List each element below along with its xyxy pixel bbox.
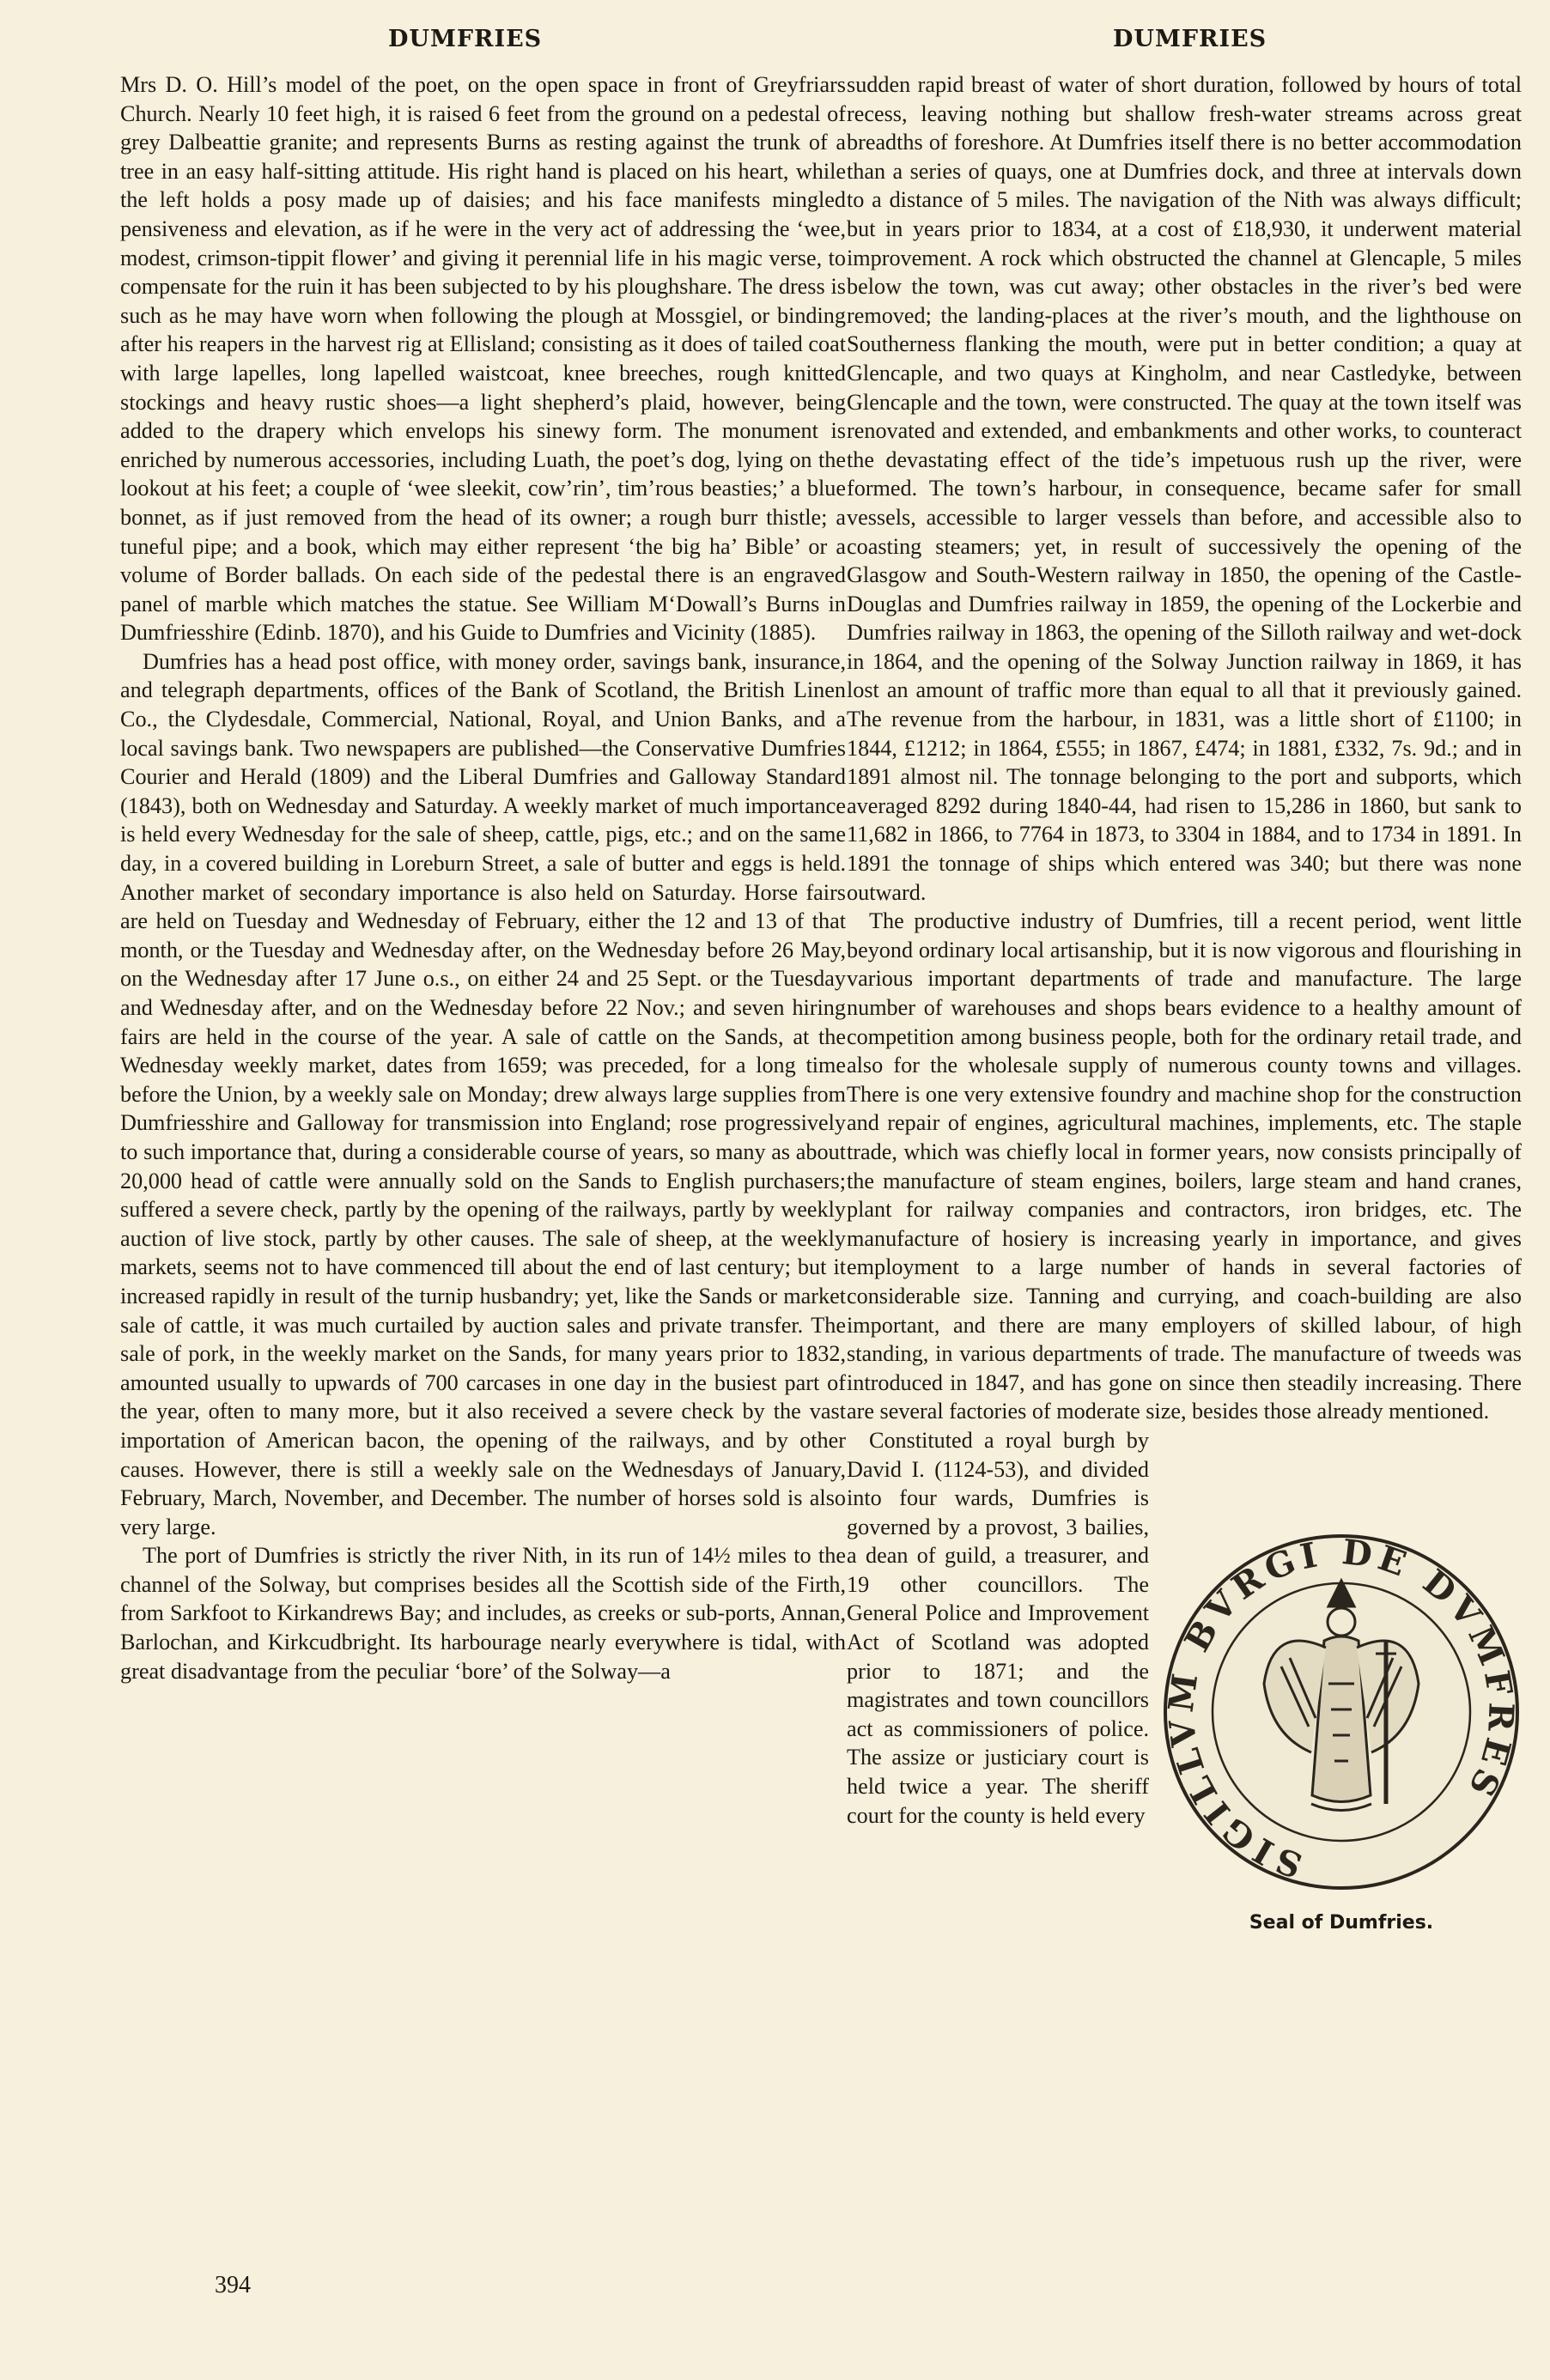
left-column <box>120 70 846 1685</box>
running-head-right: DUMFRIES <box>1113 26 1267 52</box>
paragraph-harbour: sudden rapid breast of water of short duration, followed by hours of total recess, leaving nothing but shallow fresh-water streams across great breadths of foreshore. At Dumfries itself there is no better accommodation than a series of quays, one at Dumfries dock, and three at intervals down to a distance of 5 miles. The navigation of the Nith was always difficult; but in years prior to 1834, at a cost of £18,930, it underwent material improvement. A rock which obstructed the channel at Glencaple, 5 miles below the town, was cut away; other obstacles in the river’s bed were removed; the landing-places at the river’s mouth, and the lighthouse on Southerness flanking the mouth, were put in better condition; a quay at Glencaple, and two quays at Kingholm, and near Castledyke, between Glencaple and the town, were constructed. The quay at the town itself was renovated and extended, and embankments and other works, to counteract the devastating effect of the tide’s impetuous rush up the river, were formed. The town’s harbour, in consequence, became safer for small vessels, accessible to larger vessels than before, and accessible also to coasting steamers; yet, in result of successively the opening of the Glasgow and South-Western railway in 1850, the opening of the Castle-Douglas and Dumfries railway in 1859, the opening of the Lockerbie and Dumfries railway in 1863, the opening of the Silloth railway and wet-dock in 1864, and the opening of the Solway Junction railway in 1869, it has lost an amount of traffic more than equal to all that it previously gained. The revenue from the harbour, in 1831, was a little short of £1100; in 1844, £1212; in 1864, £555; in 1867, £474; in 1881, £332, 7s. 9d.; and in 1891 almost nil. The tonnage belonging to the port and subports, which averaged 8292 during 1840-44, had risen to 15,286 in 1860, but sank to 11,682 in 1866, to 7764 in 1873, to 3304 in 1884, and to 1734 in 1891. In 1891 the tonnage of ships which entered was 340; but there was none outward. <box>847 72 1522 905</box>
seal-legend: SIGILLVM BVRGI DE DVMFRES <box>1161 1531 1522 1886</box>
paragraph-government: Constituted a royal burgh by David I. (1124-53), and divided into four wards, Dumfries is governed by a provost, 3 bailies, a dean of guild, a treasurer, and 19 other councillors. The General Police and Improvement Act of Scotland was adopted prior to 1871; and the magistrates and town councillors act as commissioners of police. The assize or justiciary court is held twice a year. The sheriff court for the county is held every <box>847 1427 1149 1828</box>
right-column <box>847 70 1522 1945</box>
paragraph-institutions-markets: Dumfries has a head post office, with money order, savings bank, insurance, and telegraph departments, offices of the Bank of Scotland, the British Linen Co., the Clydesdale, Commercial, National, Royal, and Union Banks, and a local savings bank. Two newspapers are published—the Conservative Dumfries Courier and Herald (1809) and the Liberal Dumfries and Galloway Standard (1843), both on Wednesday and Saturday. A weekly market of much importance is held every Wednesday for the sale of sheep, cattle, pigs, etc.; and on the same day, in a covered building in Loreburn Street, a sale of butter and eggs is held. Another market of secondary importance is also held on Saturday. Horse fairs are held on Tuesday and Wednesday of February, either the 12 and 13 of that month, or the Tuesday and Wednesday after, on the Wednesday before 26 May, on the Wednesday after 17 June o.s., on either 24 and 25 Sept. or the Tuesday and Wednesday after, and on the Wednesday before 22 Nov.; and seven hiring fairs are held in the course of the year. A sale of cattle on the Sands, at the Wednesday weekly market, dates from 1659; was preceded, for a long time before the Union, by a weekly sale on Monday; drew always large supplies from Dumfriesshire and Galloway for transmission into England; rose progressively to such importance that, during a considerable course of years, so many as about 20,000 head of cattle were annually sold on the Sands to English purchasers; suffered a severe check, partly by the opening of the railways, partly by weekly auction of live stock, partly by other causes. The sale of sheep, at the weekly markets, seems not to have commenced till about the end of last century; but it increased rapidly in result of the turnip husbandry; yet, like the Sands or market sale of cattle, it was much curtailed by auction sales and private transfer. The sale of pork, in the weekly market on the Sands, for many years prior to 1832, amounted usually to upwards of 700 carcases in one day in the busiest part of the year, often to many more, but it also received a severe check by the vast importation of American bacon, the opening of the railways, and by other causes. However, there is still a weekly sale on the Wednesdays of January, February, March, November, and December. The number of horses sold is also very large. <box>120 648 846 1539</box>
page-number: 394 <box>215 2272 251 2298</box>
paragraph-burns-statue: Mrs D. O. Hill’s model of the poet, on the open space in front of Greyfriars Church. Nearly 10 feet high, it is raised 6 feet from the ground on a pedestal of grey Dalbeattie granite; and represents Burns as resting against the trunk of a tree in an easy half-sitting attitude. His right hand is placed on his heart, while the left holds a posy made up of daisies; and his face manifests mingled pensiveness and elevation, as if he were in the very act of addressing the ‘wee, modest, crimson-tippit flower’ and giving it perennial life in his magic verse, to compensate for the ruin it has been subjected to by his ploughshare. The dress is such as he may have worn when following the plough at Mossgiel, or binding after his reapers in the harvest rig at Ellisland; consisting as it does of tailed coat with large lapelles, long lapelled waistcoat, knee breeches, rough knitted stockings and heavy rustic shoes—a light shepherd’s plaid, however, being added to the drapery which envelops his sinewy form. The monument is enriched by numerous accessories, including Luath, the poet’s dog, lying on the lookout at his feet; a couple of ‘wee sleekit, cow’rin’, tim’rous beasties;’ a blue bonnet, as if just removed from the head of its owner; a rough burr thistle; a tuneful pipe; and a book, which may either represent ‘the big ha’ Bible’ or a volume of Border ballads. On each side of the pedestal there is an engraved panel of marble which matches the statue. See William M‘Dowall’s Burns in Dumfriesshire (Edinb. 1870), and his Guide to Dumfries and Vicinity (1885). <box>120 72 846 646</box>
paragraph-industry: The productive industry of Dumfries, till a recent period, went little beyond ordinary local artisanship, but it is now vigorous and flourishing in various important departments of trade and manufacture. The large number of warehouses and shops bears evidence to a healthy amount of competition among business people, both for the ordinary retail trade, and also for the wholesale supply of numerous county towns and villages. There is one very extensive foundry and machine shop for the construction and repair of engines, agricultural machines, implements, etc. The staple trade, which was chiefly local in former years, now consists principally of the manufacture of steam engines, boilers, large steam and hand cranes, plant for railway companies and contractors, iron bridges, etc. The manufacture of hosiery is increasing yearly in importance, and gives employment to a large number of hands in several factories of considerable size. Tanning and currying, and coach-building are also important, and there are many employers of skilled labour, of high standing, in various departments of trade. The manufacture of tweeds was introduced in 1847, and has gone on since then steadily increasing. There are several factories of moderate size, besides those already mentioned. <box>847 908 1522 1424</box>
seal-figure <box>1161 1426 1522 1945</box>
paragraph-port: The port of Dumfries is strictly the river Nith, in its run of 14½ miles to the channel of the Solway, but comprises besides all the Scottish side of the Firth, from Sarkfoot to Kirkandrews Bay; and includes, as creeks or sub-ports, Annan, Barlochan, and Kirkcudbright. Its harbourage nearly everywhere is tidal, with great disadvantage from the peculiar ‘bore’ of the Solway—a <box>120 1543 846 1684</box>
running-head-left: DUMFRIES <box>388 26 543 52</box>
seal-caption: Seal of Dumfries. <box>1249 1911 1434 1934</box>
seal-of-dumfries-image <box>1161 1426 1522 1907</box>
